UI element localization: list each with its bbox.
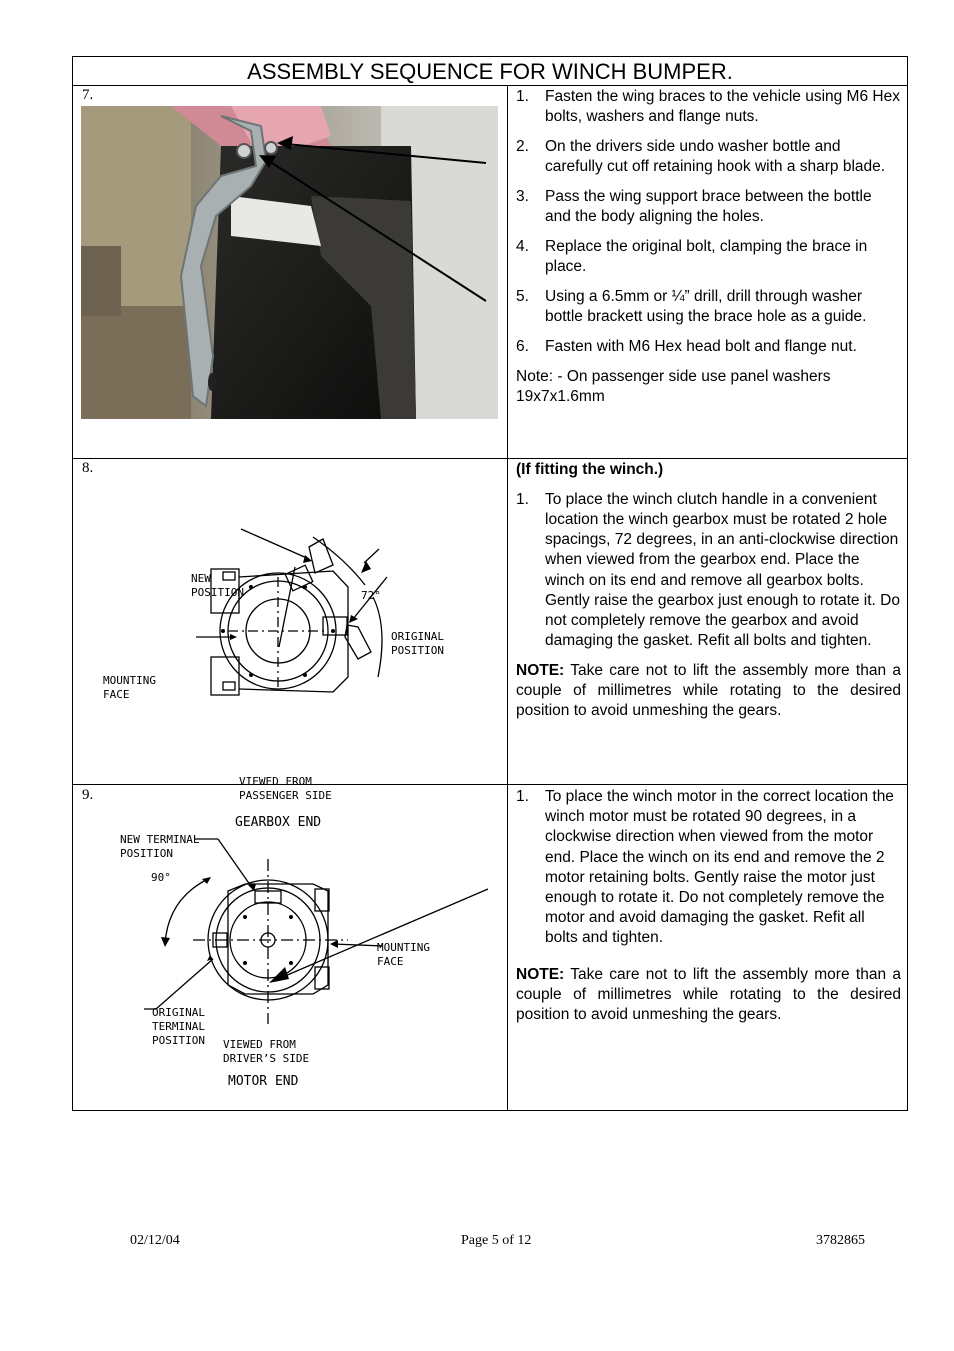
original-terminal-label: POSITION (152, 1034, 205, 1047)
step-9-note: NOTE: Take care not to lift the assembly more than a couple of millimetres while rotating to the desired position to avoid unmeshing the gears. (516, 965, 901, 1024)
step-8-instructions (516, 460, 901, 722)
new-terminal-label: NEW TERMINAL (120, 833, 200, 846)
viewed-from-label: VIEWED FROM (223, 1038, 296, 1051)
step-number-8: 8. (82, 460, 94, 476)
list-item: 2. On the drivers side undo washer bottle and carefully cut off retaining hook with a sharp blade. (516, 138, 886, 176)
list-item: 5. Using a 6.5mm or ¼” drill, drill through washer bottle brackett using the brace hole as a guide. (516, 288, 867, 326)
original-position-label: ORIGINAL (391, 630, 444, 643)
angle-label: 90° (151, 871, 171, 884)
mounting-face-label: FACE (103, 688, 130, 701)
wing-brace-photo (81, 106, 498, 419)
page-title: ASSEMBLY SEQUENCE FOR WINCH BUMPER. (73, 57, 907, 86)
motor-end-caption: MOTOR END (228, 1074, 299, 1089)
step-number-9: 9. (82, 787, 94, 803)
list-item: 6. Fasten with M6 Hex head bolt and flange nut. (516, 338, 857, 355)
original-terminal-label: ORIGINAL (152, 1006, 205, 1019)
footer-page-number: Page 5 of 12 (461, 1233, 532, 1248)
list-item: 4. Replace the original bolt, clamping the brace in place. (516, 238, 868, 276)
new-position-label: NEW (191, 572, 211, 585)
footer-date: 02/12/04 (130, 1233, 180, 1248)
gearbox-end-caption: GEARBOX END (235, 815, 322, 830)
viewed-from-label: VIEWED FROM (239, 775, 312, 788)
assembly-table (72, 56, 908, 1111)
wing-brace-photo-image (81, 106, 498, 419)
list-item: 1. To place the winch clutch handle in a convenient location the winch gearbox must be rotated 2 hole spacings, 72 degrees, in an anti-clockwise direction when viewed from the gearbox end. Place the winch on its end and remove all gearbox bolts. Gently raise the gearbox just enough to rotate it. Do not completely remove the gearbox and avoid damaging the gasket. Refit all bolts and tighten. (516, 490, 900, 650)
step-7-note: Note: - On passenger side use panel washers 19x7x1.6mm (516, 367, 831, 405)
list-item: 1. To place the winch motor in the correct location the winch motor must be rotated 90 degrees, in a clockwise direction when viewed from the motor end. Place the winch on its end and remove the 2 motor retaining bolts. Gently raise the motor just enough to rotate it. Do not completely remove the motor and avoid damaging the gasket. Refit all bolts and tighten. (516, 788, 894, 947)
angle-label: 72° (361, 589, 381, 602)
step-number-7: 7. (82, 87, 94, 103)
column-divider (507, 86, 508, 1110)
list-item: 1. Fasten the wing braces to the vehicle using M6 Hex bolts, washers and flange nuts. (516, 88, 900, 126)
new-position-label: POSITION (191, 586, 244, 599)
original-terminal-label: TERMINAL (152, 1020, 205, 1033)
step-7-instructions (516, 87, 901, 407)
step-8-note: NOTE: Take care not to lift the assembly more than a couple of millimetres while rotating to the desired position to avoid unmeshing the gears. (516, 662, 901, 720)
mounting-face-label: MOUNTING (103, 674, 156, 687)
new-terminal-label: POSITION (120, 847, 173, 860)
row-divider (73, 458, 907, 459)
motor-end-diagram (83, 809, 498, 1109)
mounting-face-label: FACE (377, 955, 404, 968)
step-8-heading: (If fitting the winch.) (516, 461, 664, 478)
viewed-from-label: PASSENGER SIDE (239, 789, 332, 802)
row-divider (73, 784, 907, 785)
viewed-from-label: DRIVER’S SIDE (223, 1052, 310, 1065)
mounting-face-label: MOUNTING (377, 941, 430, 954)
list-item: 3. Pass the wing support brace between the bottle and the body aligning the holes. (516, 188, 872, 226)
step-9-instructions (516, 787, 901, 1025)
footer-doc-number: 3782865 (816, 1233, 865, 1248)
gearbox-end-diagram (83, 477, 498, 830)
original-position-label: POSITION (391, 644, 444, 657)
